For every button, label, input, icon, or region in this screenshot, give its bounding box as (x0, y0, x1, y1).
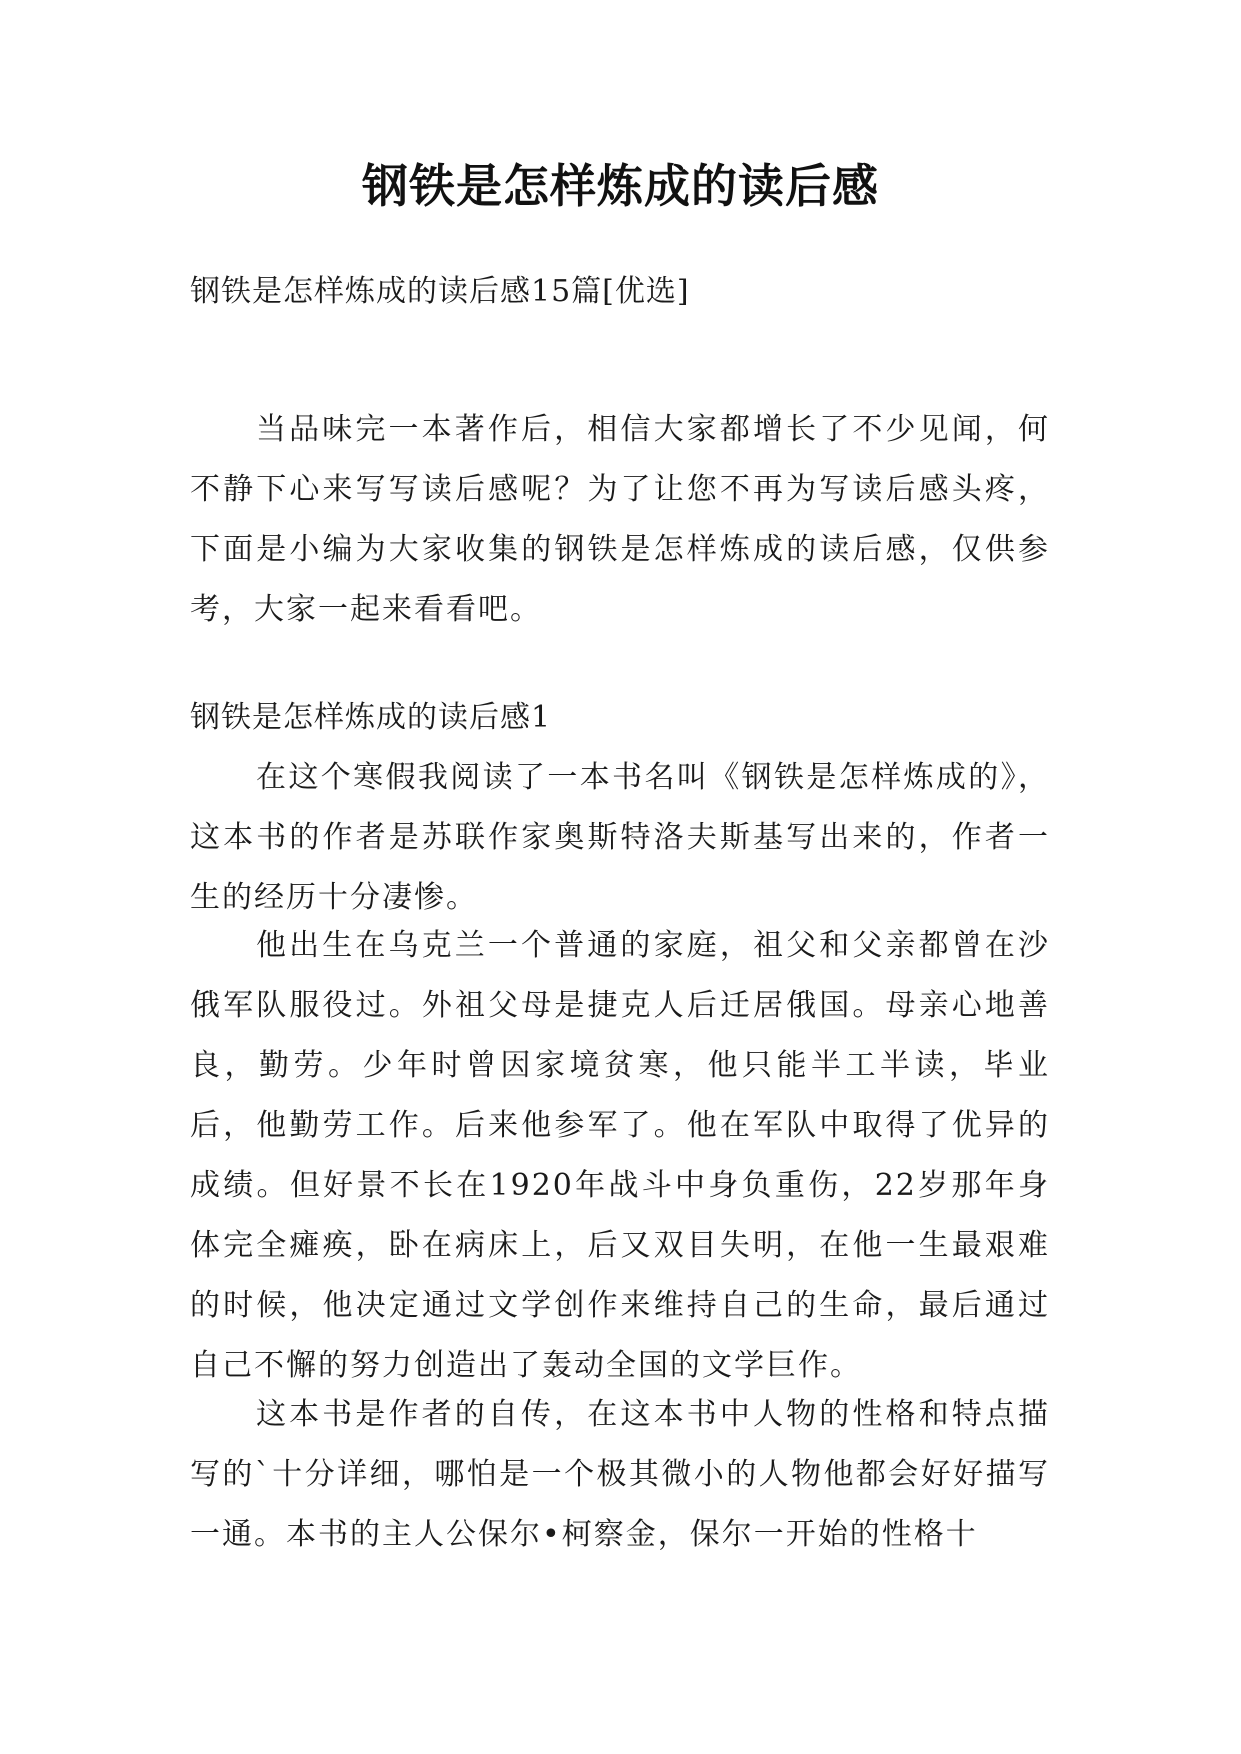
body-paragraph: 在这个寒假我阅读了一本书名叫《钢铁是怎样炼成的》，这本书的作者是苏联作家奥斯特洛夫斯基写出来的，作者一生的经历十分凄惨。 (190, 760, 1050, 915)
document-title: 钢铁是怎样炼成的读后感 (362, 159, 879, 213)
body-paragraph: 这本书是作者的自传，在这本书中人物的性格和特点描写的`十分详细，哪怕是一个极其微小的人物他都会好好描写一通。本书的主人公保尔•柯察金，保尔一开始的性格十 (190, 1397, 1050, 1552)
body-paragraph: 他出生在乌克兰一个普通的家庭，祖父和父亲都曾在沙俄军队服役过。外祖父母是捷克人后迁居俄国。母亲心地善良，勤劳。少年时曾因家境贫寒，他只能半工半读，毕业后，他勤劳工作。后来他参军了。他在军队中取得了优异的成绩。但好景不长在1920年战斗中身负重伤，22岁那年身体完全瘫痪，卧在病床上，后又双目失明，在他一生最艰难的时候，他决定通过文学创作来维持自己的生命，最后通过自己不懈的努力创造出了轰动全国的文学巨作。 (190, 928, 1050, 1383)
section-heading: 钢铁是怎样炼成的读后感1 (190, 700, 552, 735)
intro-paragraph: 当品味完一本著作后，相信大家都增长了不少见闻，何不静下心来写写读后感呢？为了让您不再为写读后感头疼，下面是小编为大家收集的钢铁是怎样炼成的读后感，仅供参考，大家一起来看看吧。 (190, 412, 1050, 627)
document-subtitle: 钢铁是怎样炼成的读后感15篇[优选] (190, 274, 690, 309)
